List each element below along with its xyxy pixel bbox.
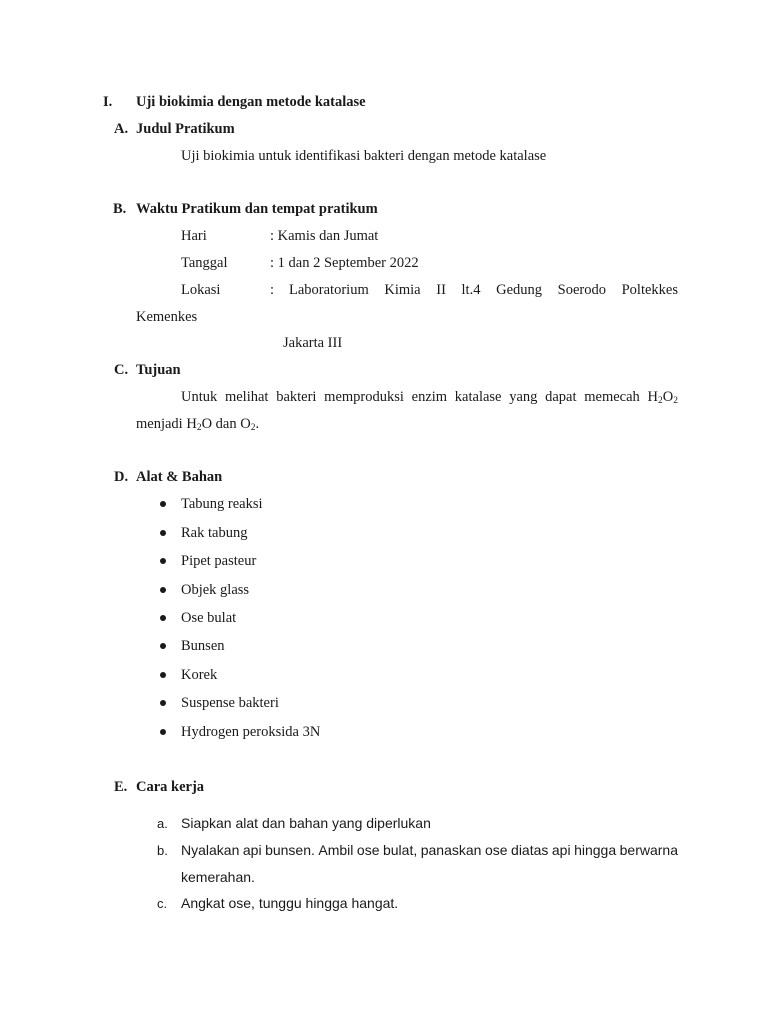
- step-marker: a.: [157, 816, 168, 831]
- section-title: Uji biokimia dengan metode katalase: [136, 94, 366, 110]
- step-word: ose: [484, 842, 508, 858]
- tujuan-word: melihat: [224, 389, 269, 405]
- step-word: api: [242, 842, 262, 858]
- step-text: [181, 842, 678, 858]
- d-title: Alat & Bahan: [136, 469, 223, 485]
- list-item: Korek: [181, 667, 218, 683]
- tanggal-value: : 1 dan 2 September 2022: [270, 255, 419, 271]
- hari-key: Hari: [181, 228, 207, 244]
- lokasi-word: Kimia: [384, 282, 421, 298]
- lokasi-line2: Kemenkes: [136, 309, 198, 325]
- step-word: bulat,: [382, 842, 418, 858]
- tujuan-word: enzim: [411, 389, 448, 405]
- lokasi-word: II: [436, 282, 446, 298]
- list-item: Hydrogen peroksida 3N: [181, 724, 321, 740]
- step-text: Angkat ose, tunggu hingga hangat.: [181, 895, 399, 911]
- step-marker: b.: [157, 843, 168, 858]
- lokasi-colon: :: [270, 282, 275, 298]
- list-item: Tabung reaksi: [181, 496, 263, 512]
- tujuan-word: memecah: [584, 389, 640, 405]
- e-title: Cara kerja: [136, 779, 205, 795]
- lokasi-word: Laboratorium: [289, 282, 369, 298]
- list-item: Pipet pasteur: [181, 553, 257, 569]
- step-word: api: [551, 842, 571, 858]
- a-text: Uji biokimia untuk identifikasi bakteri dengan metode katalase: [181, 148, 547, 164]
- step-word: bunsen.: [265, 842, 315, 858]
- bullet-icon: [160, 615, 166, 621]
- tanggal-key: Tanggal: [181, 255, 228, 271]
- tujuan-line2: menjadi $H_2O$ dan $O_2$.: [136, 416, 260, 433]
- list-item: Ose bulat: [181, 610, 237, 626]
- tujuan-word: yang: [509, 389, 538, 405]
- tujuan-word: Untuk: [181, 389, 218, 405]
- d-label: D.: [114, 469, 129, 485]
- c-label: C.: [114, 362, 129, 378]
- e-label: E.: [114, 779, 128, 795]
- step-word: Nyalakan: [181, 842, 240, 858]
- bullet-icon: [160, 729, 166, 735]
- a-title: Judul Pratikum: [136, 121, 235, 137]
- section-number: I.: [103, 94, 113, 110]
- bullet-icon: [160, 700, 166, 706]
- list-item: Bunsen: [181, 638, 225, 654]
- bullet-icon: [160, 672, 166, 678]
- list-item: Rak tabung: [181, 525, 248, 541]
- tujuan-word: dapat: [545, 389, 577, 405]
- lokasi-line3: Jakarta III: [283, 335, 343, 351]
- lokasi-word: Gedung: [496, 282, 543, 298]
- step-word: ose: [356, 842, 380, 858]
- tujuan-word: memproduksi: [324, 389, 404, 405]
- step-text: Siapkan alat dan bahan yang diperlukan: [181, 815, 431, 831]
- step-word: Ambil: [318, 842, 354, 858]
- step-word: panaskan: [420, 842, 482, 858]
- step-marker: c.: [157, 896, 168, 911]
- lokasi-word: Poltekkes: [621, 282, 678, 298]
- bullet-icon: [160, 587, 166, 593]
- step-word: berwarna: [619, 842, 678, 858]
- c-title: Tujuan: [136, 362, 181, 378]
- bullet-icon: [160, 558, 166, 564]
- list-item: Objek glass: [181, 582, 250, 598]
- lokasi-word: Soerodo: [557, 282, 606, 298]
- a-label: A.: [114, 121, 129, 137]
- lokasi-key: Lokasi: [181, 282, 221, 298]
- list-item: Suspense bakteri: [181, 695, 279, 711]
- h2o2-formula: $H_2O_2$: [647, 389, 678, 406]
- bullet-icon: [160, 643, 166, 649]
- bullet-icon: [160, 530, 166, 536]
- lokasi-word: lt.4: [461, 282, 481, 298]
- tujuan-line1: [181, 389, 678, 406]
- b-title: Waktu Pratikum dan tempat pratikum: [136, 201, 378, 217]
- hari-value: : Kamis dan Jumat: [270, 228, 379, 244]
- step-text-cont: kemerahan.: [181, 869, 255, 885]
- step-word: diatas: [511, 842, 549, 858]
- bullet-icon: [160, 501, 166, 507]
- step-word: hingga: [574, 842, 617, 858]
- lokasi-line1: [289, 282, 678, 299]
- tujuan-word: katalase: [454, 389, 502, 405]
- tujuan-word: bakteri: [276, 389, 317, 405]
- b-label: B.: [113, 201, 127, 217]
